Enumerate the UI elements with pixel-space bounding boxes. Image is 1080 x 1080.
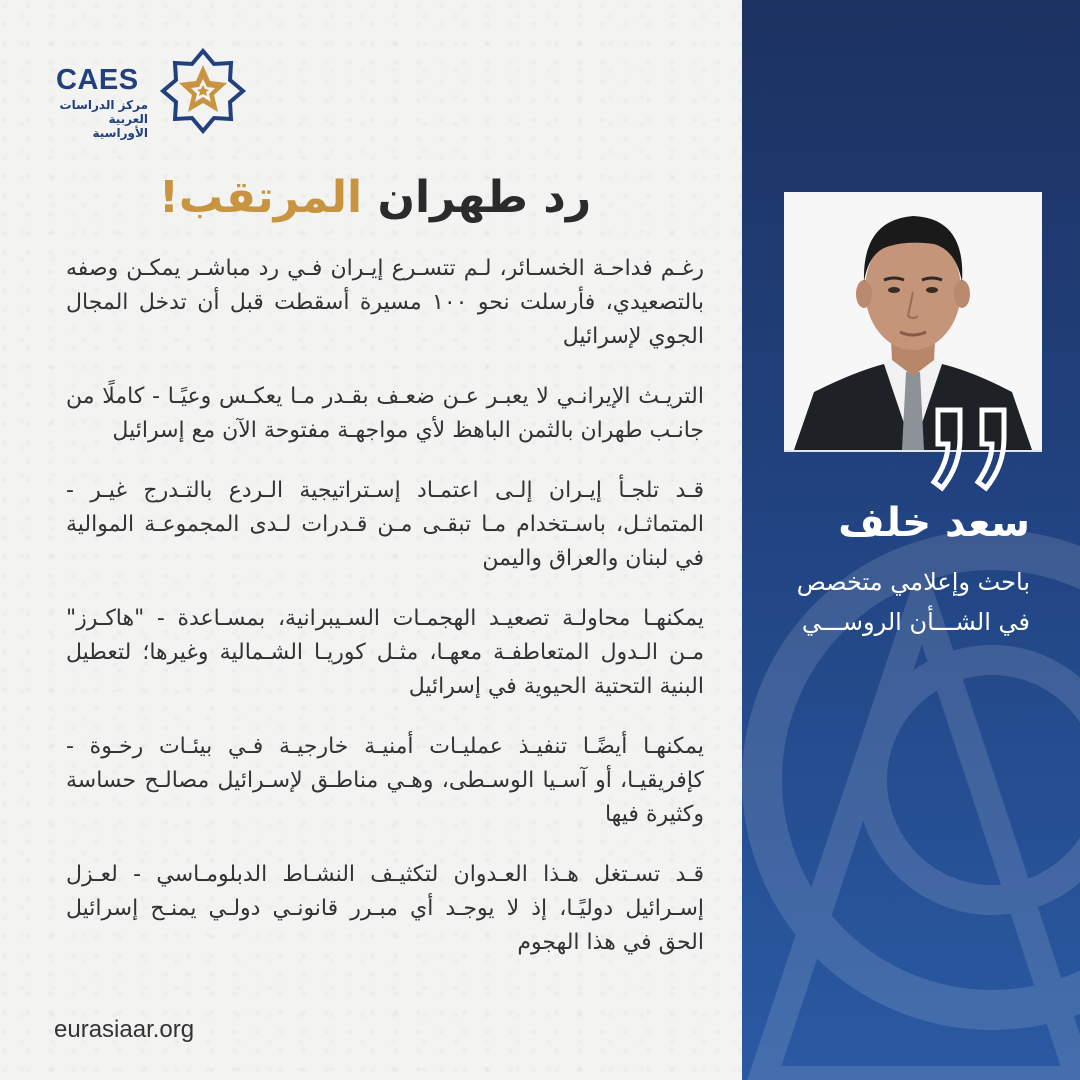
paragraph-1: رغـم فداحـة الخسـائر، لـم تتسـرع إيـران فـي رد مباشـر يمكـن وصفه بالتصعيدي، فأرسلت نحو ١٠٠ مسيرة أسقطت قبل أن تدخل المجال الجوي لإسرائيل <box>66 256 705 349</box>
author-role-line2: في الشـــأن الروســـي <box>801 608 1030 636</box>
brand-logo <box>56 46 256 140</box>
brand-name-line2: العربية الأوراسية <box>92 112 148 140</box>
caes-star-logo-icon <box>158 48 248 134</box>
paragraph-2: التريـث الإيرانـي لا يعبـر عـن ضعـف بقـدر مـا يعكـس وعيًـا - كاملًا من جانـب طهران بالثمن الباهظ لأي مواجهـة مفتوحة الآن مع إسرائيل <box>66 384 704 443</box>
brand-acronym: CAES <box>56 64 139 96</box>
author-role-line1: باحث وإعلامي متخصص <box>796 568 1030 596</box>
title-part-2-accent: المرتقب! <box>158 172 363 223</box>
paragraph-5: يمكنهـا أيضًـا تنفيـذ عمليـات أمنيـة خارجيـة فـي بيئـات رخـوة - كإفريقيـا، أو آسـيا الوسـطى، وهـي مناطـق لإسـرائيل مصالـح حساسة وكثيرة فيها <box>66 734 704 827</box>
page-title <box>80 172 670 224</box>
author-name: سعد خلف <box>838 500 1030 546</box>
paragraph-3: قـد تلجـأ إيـران إلـى اعتمـاد إسـتراتيجية الـردع بالتـدرج غيـر - المتماثـل، باسـتخدام مـا تبقـى مـن قـدرات لـدى المجموعـة الموالية في لبنان والعراق واليمن <box>66 478 704 571</box>
brand-name-line1: مركز الدراسات <box>59 98 148 112</box>
author-role <box>742 562 1030 642</box>
article-body <box>66 252 704 986</box>
paragraph-6: قـد تسـتغل هـذا العـدوان لتكثيـف النشـاط الدبلومـاسي - لعـزل إسـرائيل دوليًـا، إذ لا يوجـد أي مبـرر قانونـي دولـي يمنـح إسرائيل الحق في هذا الهجوم <box>66 862 704 955</box>
paragraph-4: يمكنهـا محاولـة تصعيـد الهجمـات السـيبرانية، بمسـاعدة - "هاكـرز" مـن الـدول المتعاطفـة معهـا، مثـل كوريـا الشـمالية وغيرها؛ لتعطيل البنية التحتية الحيوية في إسرائيل <box>66 606 704 699</box>
website-url: eurasiaar.org <box>54 1016 195 1043</box>
quote-mark-icon <box>920 400 1030 500</box>
title-part-1: رد طهران <box>362 172 592 223</box>
